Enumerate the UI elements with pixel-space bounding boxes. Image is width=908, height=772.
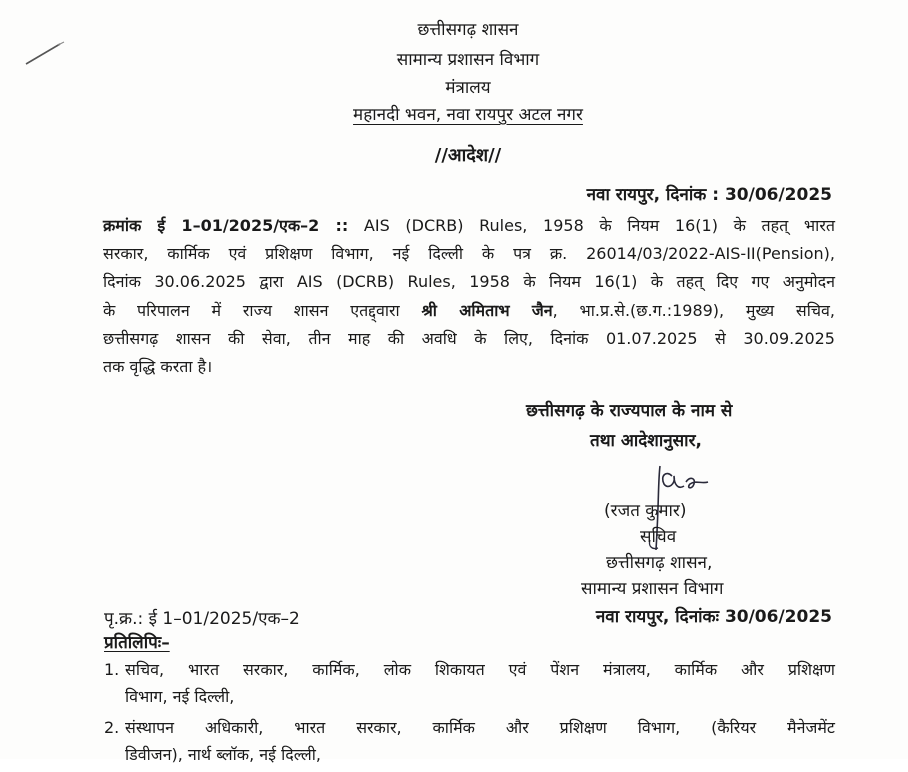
body-line-4: [103, 297, 835, 325]
signatory-name: (रजत कुमार): [604, 501, 687, 521]
header-ministry: मंत्रालय: [445, 78, 491, 98]
list-item-number: 1.: [104, 660, 120, 679]
body-line-5: छत्तीसगढ़ शासन की सेवा, तीन माह की अवधि के लिए, दिनांक 01.07.2025 से 30.09.2025: [103, 328, 835, 348]
endorsement-date: नवा रायपुर, दिनांकः 30/06/2025: [595, 607, 832, 627]
body-line-1: [103, 212, 835, 240]
list-item: [104, 714, 835, 768]
list-item-line: डिवीजन), नार्थ ब्लॉक, नई दिल्ली,: [125, 745, 322, 764]
copy-to-list: [104, 656, 835, 772]
order-number: क्रमांक ई 1–01/2025/एक–2 ::: [103, 216, 349, 235]
header-address: [14, 104, 908, 126]
signatory-department: सामान्य प्रशासन विभाग: [581, 579, 724, 599]
order-title: //आदेश//: [434, 145, 502, 166]
endorsement-number: पृ.क्र.: ई 1–01/2025/एक–2: [104, 609, 300, 629]
body-line-6: तक वृद्धि करता है।: [103, 356, 213, 376]
signatory-designation: सचिव: [640, 527, 677, 547]
header-state-government: छत्तीसगढ़ शासन: [417, 20, 519, 40]
header-department: सामान्य प्रशासन विभाग: [396, 50, 540, 70]
body-line-4-post: , भा.प्र.से.(छ.ग.:1989), मुख्य सचिव,: [552, 300, 835, 320]
body-line-1-text: AIS (DCRB) Rules, 1958 के नियम 16(1) के तहत् भारत: [348, 216, 835, 235]
list-item-number: 2.: [104, 718, 120, 737]
officer-name: श्री अमिताभ जैन: [421, 300, 553, 320]
order-body: [103, 212, 835, 381]
signatory-government: छत्तीसगढ़ शासन,: [606, 553, 713, 573]
list-item-line: विभाग, नई दिल्ली,: [125, 687, 235, 706]
list-item-line: सचिव, भारत सरकार, कार्मिक, लोक शिकायत एवं पेंशन मंत्रालय, कार्मिक और प्रशिक्षण: [125, 660, 835, 679]
body-line-3: दिनांक 30.06.2025 द्वारा AIS (DCRB) Rules, 1958 के नियम 16(1) के तहत् दिए गए अनुमोदन: [103, 272, 835, 292]
header-address-text: महानदी भवन, नवा रायपुर अटल नगर: [353, 105, 583, 125]
governor-line-2: तथा आदेशानुसार,: [590, 431, 702, 451]
list-item-line: संस्थापन अधिकारी, भारत सरकार, कार्मिक और प्रशिक्षण विभाग, (कैरियर मैनेजमेंट: [125, 718, 835, 737]
order-date: नवा रायपुर, दिनांक : 30/06/2025: [586, 185, 832, 205]
body-line-2: सरकार, कार्मिक एवं प्रशिक्षण विभाग, नई दिल्ली के पत्र क्र. 26014/03/2022-AIS-II(Pension),: [103, 244, 835, 264]
body-line-4-pre: के परिपालन में राज्य शासन एतद्द्वारा: [103, 300, 422, 320]
governor-line-1: छत्तीसगढ़ के राज्यपाल के नाम से: [526, 401, 733, 421]
copy-to-heading: प्रतिलिपिः–: [104, 633, 170, 653]
list-item: [104, 656, 835, 710]
